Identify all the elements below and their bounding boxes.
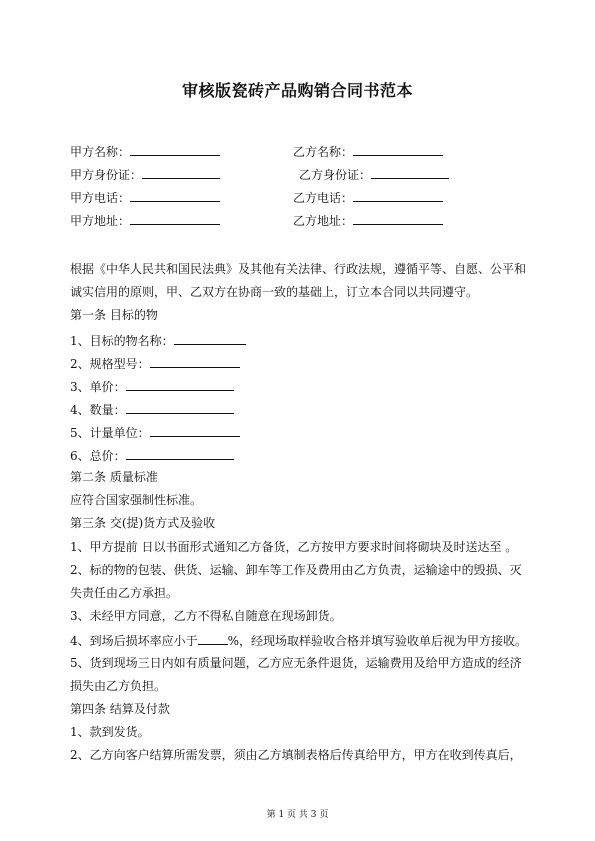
item-blank (126, 378, 234, 391)
party-a-phone-blank (130, 189, 220, 202)
party-a-id-label: 甲方身份证： (70, 168, 143, 182)
party-b-name-blank (353, 143, 443, 156)
article-3-clause-2-line-1: 2、标的物的包装、供货、运输、卸车等工作及费用由乙方负责，运输途中的毁损、灭 (70, 563, 522, 577)
article-1-heading: 第一条 目标的物 (70, 308, 158, 322)
article-1-item-3 (70, 378, 234, 394)
article-3-clause-5-line-1: 5、货到现场三日内如有质量问题，乙方应无条件退货，运输费用及给甲方造成的经济 (70, 656, 522, 670)
clause-4-text-b: %，经现场取样验收合格并填写验收单后视为甲方接收。 (227, 634, 528, 648)
article-3-clause-2-line-2: 失责任由乙方承担。 (70, 586, 179, 600)
item-label: 3、单价： (70, 380, 126, 394)
party-a-id-blank (142, 166, 220, 179)
item-blank (174, 332, 246, 345)
party-a-name (70, 143, 220, 159)
article-3-clause-4 (70, 632, 527, 648)
article-1-item-5 (70, 424, 240, 440)
party-b-id-blank (371, 166, 449, 179)
article-1-item-4 (70, 401, 234, 417)
party-a-address-blank (130, 212, 220, 225)
party-b-phone-blank (353, 189, 443, 202)
party-b-name (293, 143, 443, 159)
page-number: 第 1 页 共 3 页 (266, 810, 329, 820)
document-title: 审核版瓷砖产品购销合同书范本 (181, 81, 413, 100)
party-b-address-label: 乙方地址： (293, 214, 354, 228)
party-a-address-label: 甲方地址： (70, 214, 131, 228)
article-3-clause-1: 1、甲方提前 日以书面形式通知乙方备货，乙方按甲方要求时间将砌块及时送达至 。 (70, 540, 518, 554)
clause-4-text-a: 4、到场后损坏率应小于 (70, 634, 198, 648)
article-3-heading: 第三条 交(提)货方式及验收 (70, 516, 216, 530)
item-label: 1、目标的物名称： (70, 334, 174, 348)
item-blank (126, 447, 234, 460)
item-blank (150, 424, 240, 437)
article-2-text: 应符合国家强制性标准。 (70, 493, 203, 507)
party-b-address-blank (353, 212, 443, 225)
article-3-clause-5-line-2: 损失由乙方负担。 (70, 679, 167, 693)
party-b-id (299, 166, 449, 182)
party-b-phone-label: 乙方电话： (293, 191, 354, 205)
item-blank (150, 355, 240, 368)
article-1-item-6 (70, 447, 234, 463)
party-a-phone-label: 甲方电话： (70, 191, 131, 205)
party-b-id-label: 乙方身份证： (299, 168, 372, 182)
party-a-address (70, 212, 220, 228)
intro-line-1: 根据《中华人民共和国民法典》及其他有关法律、行政法规，遵循平等、自愿、公平和 (70, 262, 527, 276)
article-3-clause-3: 3、未经甲方同意，乙方不得私自随意在现场卸货。 (70, 609, 342, 623)
party-b-name-label: 乙方名称： (293, 145, 354, 159)
party-a-name-blank (130, 143, 220, 156)
article-4-clause-2: 2、乙方向客户结算所需发票，须由乙方填制表格后传真给甲方，甲方在收到传真后， (70, 748, 522, 762)
item-blank (126, 401, 234, 414)
damage-rate-blank (198, 632, 228, 645)
party-a-phone (70, 189, 220, 205)
item-label: 5、计量单位： (70, 426, 150, 440)
item-label: 4、数量： (70, 403, 126, 417)
article-1-item-2 (70, 355, 240, 371)
article-1-item-1 (70, 332, 246, 348)
item-label: 6、总价： (70, 449, 126, 463)
party-b-address (293, 212, 443, 228)
article-2-heading: 第二条 质量标准 (70, 470, 158, 484)
item-label: 2、规格型号： (70, 357, 150, 371)
article-4-heading: 第四条 结算及付款 (70, 702, 170, 716)
article-4-clause-1: 1、款到发货。 (70, 725, 150, 739)
party-a-id (70, 166, 220, 182)
party-a-name-label: 甲方名称： (70, 145, 131, 159)
party-b-phone (293, 189, 443, 205)
intro-line-2: 诚实信用的原则，甲、乙双方在协商一致的基础上，订立本合同以共同遵守。 (70, 285, 479, 299)
